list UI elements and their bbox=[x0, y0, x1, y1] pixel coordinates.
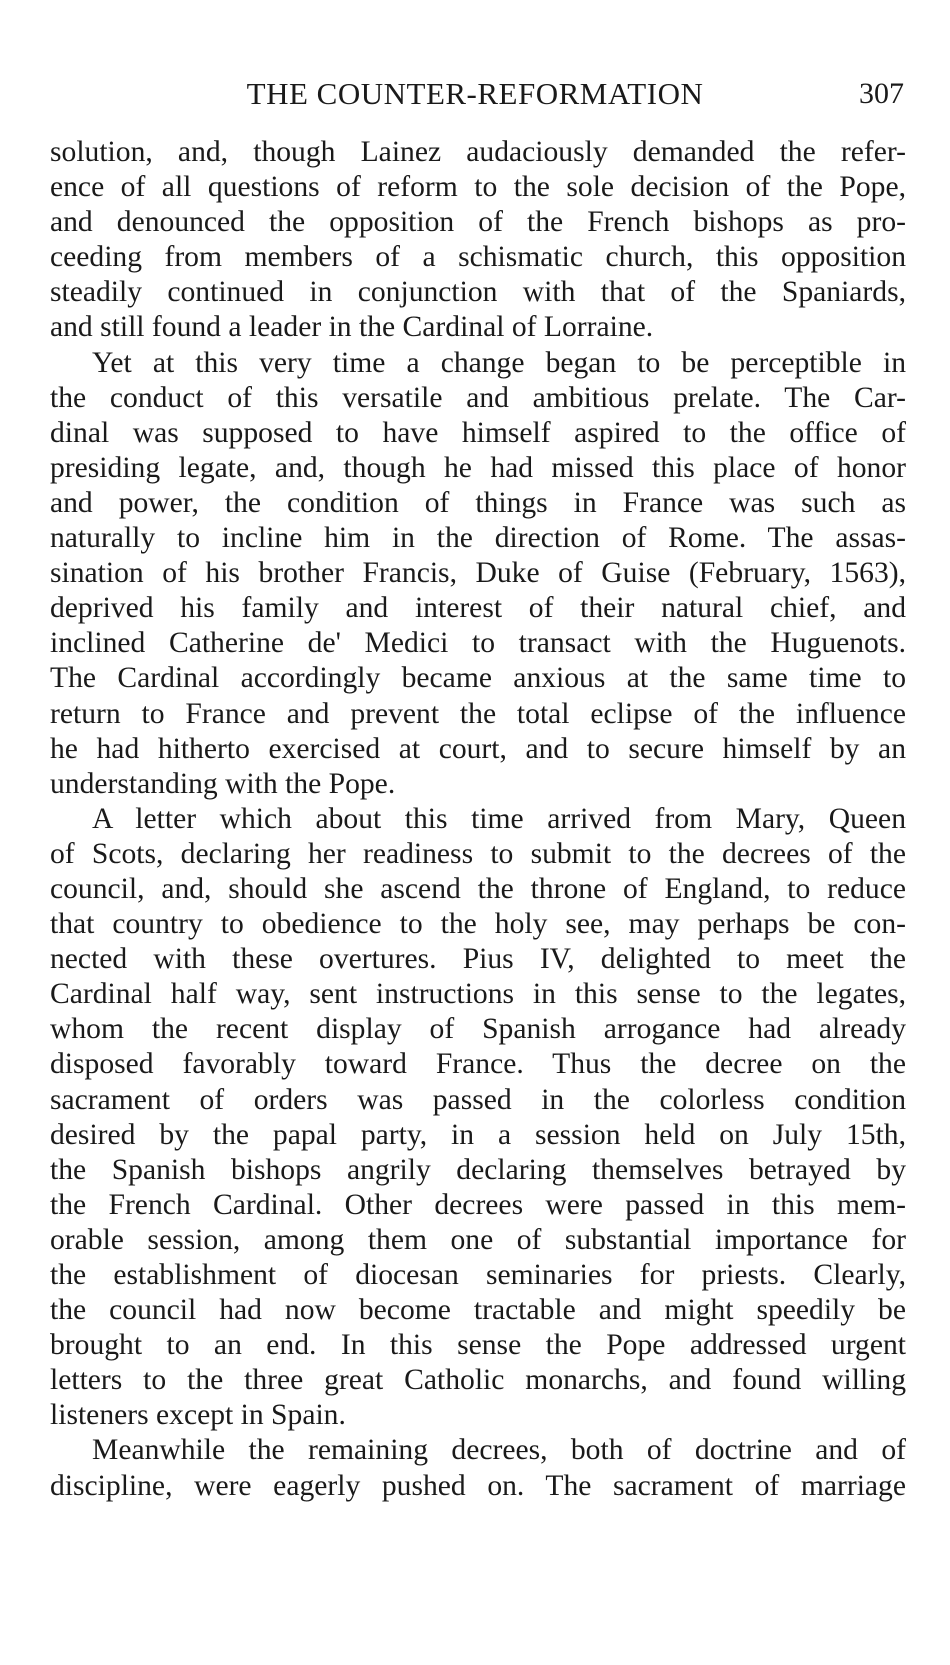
text-line: he had hitherto exercised at court, and to secure himself by an bbox=[50, 732, 906, 765]
text-line: Yet at this very time a change began to be perceptible in bbox=[92, 346, 906, 379]
text-line: naturally to incline him in the direction of Rome. The assas- bbox=[50, 522, 906, 555]
text-line: desired by the papal party, in a session held on July 15th, bbox=[50, 1118, 906, 1151]
text-line: solution, and, though Lainez audaciously demanded the refer- bbox=[50, 136, 906, 168]
text-line: steadily continued in conjunction with that of the Spaniards, bbox=[50, 276, 906, 309]
text-line: and denounced the opposition of the French bishops as pro- bbox=[50, 206, 906, 239]
text-line: the conduct of this versatile and ambitious prelate. The Car- bbox=[50, 381, 906, 414]
text-line: return to France and prevent the total eclipse of the influence bbox=[50, 697, 906, 730]
text-line: whom the recent display of Spanish arrogance had already bbox=[50, 1013, 906, 1046]
running-title: THE COUNTER-REFORMATION bbox=[246, 76, 704, 111]
text-line: the council had now become tractable and might speedily be bbox=[50, 1294, 906, 1327]
text-line: Cardinal half way, sent instructions in this sense to the legates, bbox=[50, 978, 906, 1011]
paragraph bbox=[50, 1433, 906, 1503]
running-head bbox=[0, 72, 950, 116]
paragraph bbox=[50, 135, 906, 346]
text-line: listeners except in Spain. bbox=[50, 1399, 346, 1432]
text-line: understanding with the Pope. bbox=[50, 767, 396, 800]
text-line: ence of all questions of reform to the sole decision of the Pope, bbox=[50, 171, 906, 204]
text-line: council, and, should she ascend the throne of England, to reduce bbox=[50, 872, 906, 905]
text-line: disposed favorably toward France. Thus the decree on the bbox=[50, 1048, 906, 1081]
paragraph bbox=[50, 802, 906, 1434]
text-line: sination of his brother Francis, Duke of Guise (February, 1563), bbox=[50, 557, 906, 590]
text-line: discipline, were eagerly pushed on. The sacrament of marriage bbox=[50, 1469, 906, 1502]
text-line: Meanwhile the remaining decrees, both of doctrine and of bbox=[92, 1434, 906, 1467]
text-line: inclined Catherine de' Medici to transact with the Huguenots. bbox=[50, 627, 906, 660]
paragraph bbox=[50, 346, 906, 802]
page-number: 307 bbox=[859, 77, 904, 110]
text-line: the establishment of diocesan seminaries for priests. Clearly, bbox=[50, 1259, 906, 1291]
text-line: sacrament of orders was passed in the colorless condition bbox=[50, 1083, 906, 1116]
text-line: the French Cardinal. Other decrees were passed in this mem- bbox=[50, 1188, 906, 1221]
text-line: The Cardinal accordingly became anxious at the same time to bbox=[50, 662, 906, 695]
text-line: presiding legate, and, though he had missed this place of honor bbox=[50, 451, 906, 484]
text-line: the Spanish bishops angrily declaring themselves betrayed by bbox=[50, 1153, 906, 1186]
text-line: brought to an end. In this sense the Pope addressed urgent bbox=[50, 1329, 906, 1362]
text-line: ceeding from members of a schismatic church, this opposition bbox=[50, 241, 906, 274]
text-line: letters to the three great Catholic monarchs, and found willing bbox=[50, 1364, 906, 1397]
body-text bbox=[50, 135, 906, 1504]
text-line: A letter which about this time arrived from Mary, Queen bbox=[92, 802, 906, 835]
text-line: orable session, among them one of substantial importance for bbox=[50, 1223, 906, 1256]
text-line: that country to obedience to the holy see, may perhaps be con- bbox=[50, 908, 906, 941]
text-line: dinal was supposed to have himself aspired to the office of bbox=[50, 416, 906, 449]
text-line: deprived his family and interest of their natural chief, and bbox=[50, 592, 906, 625]
text-line: nected with these overtures. Pius IV, delighted to meet the bbox=[50, 943, 906, 976]
text-line: and power, the condition of things in France was such as bbox=[50, 486, 906, 519]
text-line: and still found a leader in the Cardinal of Lorraine. bbox=[50, 311, 654, 344]
text-line: of Scots, declaring her readiness to submit to the decrees of the bbox=[50, 837, 906, 870]
